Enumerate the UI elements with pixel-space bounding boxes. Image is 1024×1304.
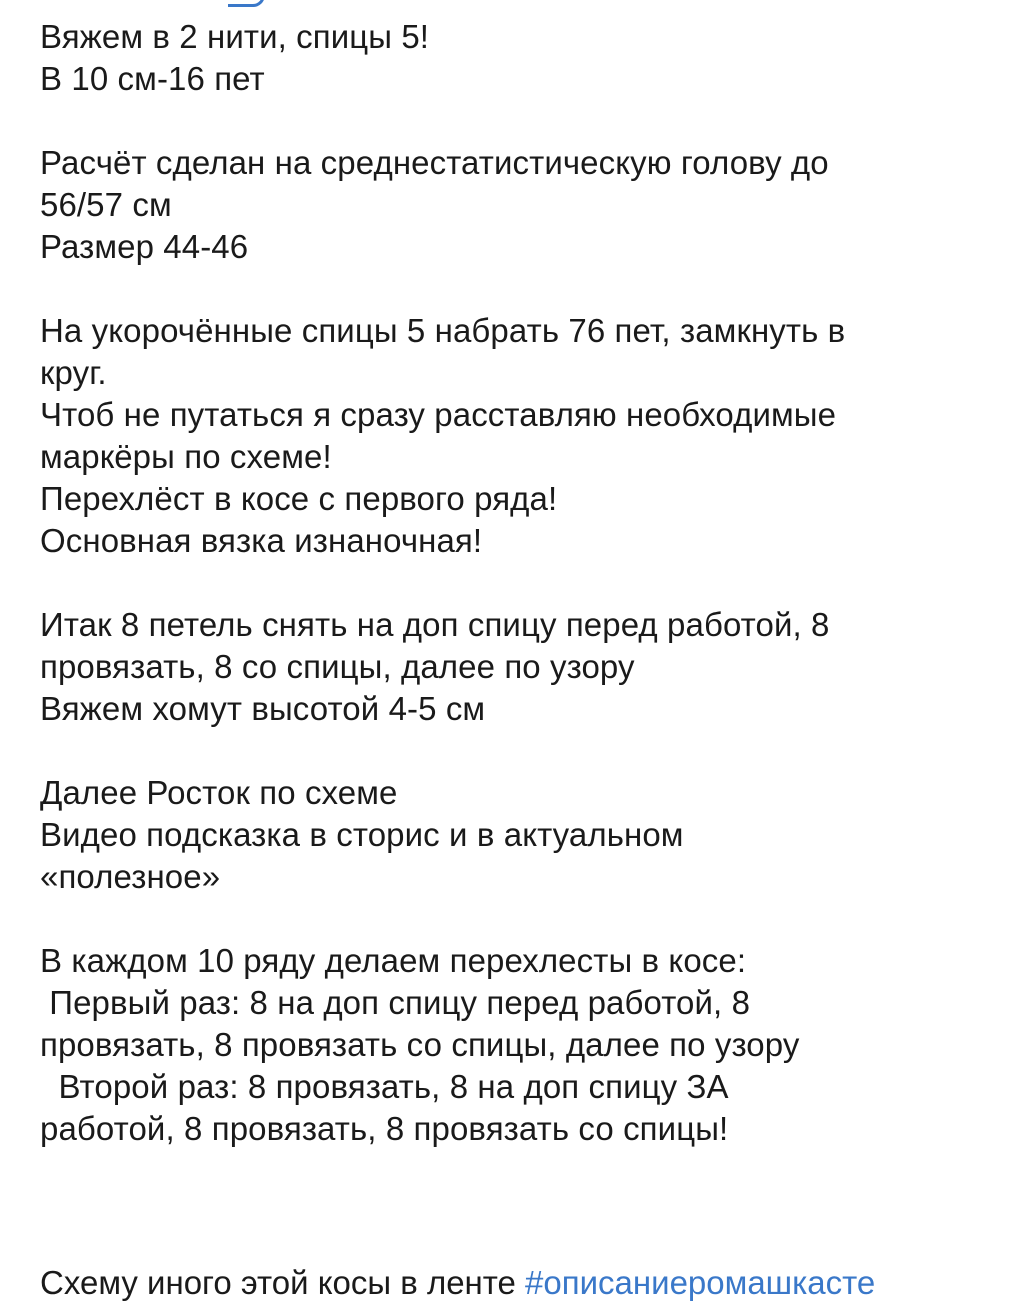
paragraph-size [40, 142, 990, 268]
text-line: провязать, 8 со спицы, далее по узору [40, 648, 635, 685]
message-text [40, 16, 990, 1192]
text-line: Основная вязка изнаночная! [40, 522, 483, 559]
text-line: Итак 8 петель снять на доп спицу перед работой, 8 [40, 606, 830, 643]
text-line: «полезное» [40, 858, 221, 895]
text-line: Видео подсказка в сторис и в актуальном [40, 816, 684, 853]
text-line: Далее Росток по схеме [40, 774, 398, 811]
text-line: На укорочённые спицы 5 набрать 76 пет, замкнуть в [40, 312, 846, 349]
text-line: провязать, 8 провязать со спицы, далее по узору [40, 1026, 800, 1063]
text-line: работой, 8 провязать, 8 провязать со спицы! [40, 1110, 729, 1147]
text-line: Чтоб не путаться я сразу расставляю необходимые [40, 396, 837, 433]
text-line: Первый раз: 8 на доп спицу перед работой, 8 [40, 984, 751, 1021]
text-line: Второй раз: 8 провязать, 8 на доп спицу ЗА [40, 1068, 729, 1105]
text-line: В 10 см-16 пет [40, 60, 265, 97]
hashtag-link[interactable]: #описаниеромашкасте [525, 1264, 876, 1301]
paragraph-first-cross [40, 604, 990, 730]
text-line: Размер 44-46 [40, 228, 249, 265]
text-line: Расчёт сделан на среднестатистическую голову до [40, 144, 829, 181]
paragraph-crosses [40, 940, 990, 1150]
text-line: маркёры по схеме! [40, 438, 332, 475]
paragraph-sprout [40, 772, 990, 898]
paragraph-yarn [40, 16, 990, 100]
text-line: круг. [40, 354, 107, 391]
cut-off-last-line [40, 1262, 990, 1304]
paragraph-cast-on [40, 310, 990, 562]
text-line: Перехлёст в косе с первого ряда! [40, 480, 558, 517]
text-line: Вяжем в 2 нити, спицы 5! [40, 18, 430, 55]
cut-off-mention-fragment [228, 0, 265, 7]
text-line: В каждом 10 ряду делаем перехлесты в косе: [40, 942, 747, 979]
text-line: 56/57 см [40, 186, 172, 223]
text-line: Вяжем хомут высотой 4-5 см [40, 690, 486, 727]
cut-off-text: Схему иного этой косы в ленте [40, 1264, 526, 1301]
